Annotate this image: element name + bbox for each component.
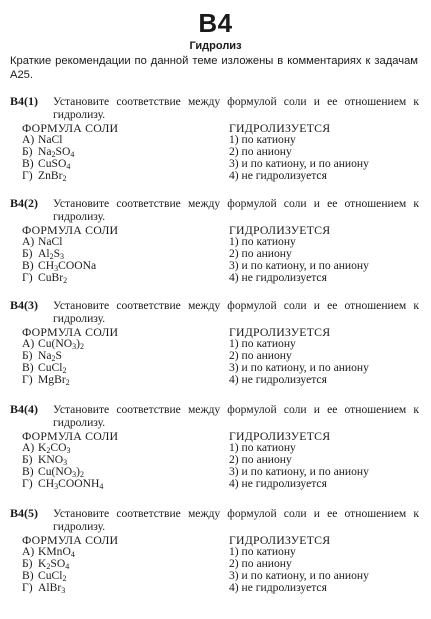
salt-formula bbox=[38, 477, 103, 490]
hydrolysis-option: 2) по аниону bbox=[229, 145, 292, 158]
hydrolysis-column-header: ГИДРОЛИЗУЕТСЯ bbox=[229, 223, 331, 237]
formula-subscript: 3 bbox=[54, 264, 59, 273]
hydrolysis-column bbox=[229, 224, 421, 284]
salt-column bbox=[22, 430, 212, 490]
formula-subscript: 2 bbox=[62, 366, 67, 375]
hydrolysis-option: 4) не гидролизуется bbox=[229, 581, 327, 594]
task-block bbox=[10, 197, 420, 297]
salt-column-header: ФОРМУЛА СОЛИ bbox=[22, 121, 119, 135]
formula-part: Cu(NO bbox=[38, 465, 73, 478]
salt-label: Г) bbox=[22, 477, 33, 490]
task-block bbox=[10, 507, 420, 607]
hydrolysis-column bbox=[229, 430, 421, 490]
task-number: B4(4) bbox=[10, 402, 38, 416]
formula-part: COONa bbox=[58, 259, 97, 272]
salt-formula bbox=[38, 581, 65, 594]
task-block bbox=[10, 299, 420, 399]
salt-label: А) bbox=[22, 235, 35, 248]
formula-part: AlBr bbox=[38, 581, 62, 594]
hydrolysis-column-header: ГИДРОЛИЗУЕТСЯ bbox=[229, 429, 331, 443]
formula-part: ) bbox=[76, 465, 81, 478]
task-number: B4(5) bbox=[10, 506, 38, 520]
salt-label: Б) bbox=[22, 557, 33, 570]
hydrolysis-option: 1) по катиону bbox=[229, 337, 296, 350]
salt-column bbox=[22, 224, 212, 284]
salt-item bbox=[22, 374, 212, 386]
salt-label: В) bbox=[22, 259, 34, 272]
formula-part: Cu(NO bbox=[38, 337, 73, 350]
salt-label: Б) bbox=[22, 349, 33, 362]
formula-subscript: 4 bbox=[66, 162, 71, 171]
formula-part: CuBr bbox=[38, 271, 64, 284]
formula-subscript: 3 bbox=[61, 586, 66, 595]
salt-label: Г) bbox=[22, 373, 33, 386]
formula-subscript: 3 bbox=[72, 470, 77, 479]
formula-part: CuSO bbox=[38, 157, 67, 170]
formula-part: ) bbox=[76, 337, 81, 350]
salt-label: А) bbox=[22, 545, 35, 558]
salt-item bbox=[22, 272, 212, 284]
salt-label: В) bbox=[22, 569, 34, 582]
salt-label: В) bbox=[22, 361, 34, 374]
salt-formula bbox=[38, 271, 67, 284]
hydrolysis-column bbox=[229, 534, 421, 594]
formula-part: KNO bbox=[38, 453, 64, 466]
task-question: Установите соответствие между формулой соли и ее отношением к гидролизу. bbox=[53, 197, 419, 223]
formula-part: SO bbox=[55, 145, 71, 158]
salt-column-header: ФОРМУЛА СОЛИ bbox=[22, 325, 119, 339]
formula-subscript: 3 bbox=[66, 446, 71, 455]
page-subtitle: Гидролиз bbox=[189, 40, 242, 52]
hydrolysis-option: 4) не гидролизуется bbox=[229, 477, 327, 490]
formula-part: Na bbox=[38, 349, 52, 362]
formula-part: CuCl bbox=[38, 569, 63, 582]
formula-part: S bbox=[53, 247, 61, 260]
salt-label: Б) bbox=[22, 145, 33, 158]
formula-subscript: 4 bbox=[70, 550, 75, 559]
formula-part: CuCl bbox=[38, 361, 63, 374]
task-question: Установите соответствие между формулой соли и ее отношением к гидролизу. bbox=[53, 95, 419, 121]
salt-column-header: ФОРМУЛА СОЛИ bbox=[22, 533, 119, 547]
formula-part: CH bbox=[38, 259, 55, 272]
salt-column bbox=[22, 534, 212, 594]
formula-subscript: 3 bbox=[60, 252, 65, 261]
task-number: B4(2) bbox=[10, 196, 38, 210]
hydrolysis-option: 3) и по катиону, и по аниону bbox=[229, 465, 369, 478]
formula-subscript: 3 bbox=[72, 342, 77, 351]
salt-label: Г) bbox=[22, 271, 33, 284]
hydrolysis-option: 3) и по катиону, и по аниону bbox=[229, 157, 369, 170]
formula-part: COONH bbox=[58, 477, 100, 490]
formula-subscript: 4 bbox=[99, 482, 104, 491]
intro-text: Краткие рекомендации по данной теме изложены в комментариях к задачам А25. bbox=[10, 55, 418, 81]
salt-formula bbox=[38, 373, 70, 386]
formula-subscript: 2 bbox=[49, 252, 54, 261]
salt-formula bbox=[38, 169, 66, 182]
formula-part: K bbox=[38, 557, 47, 570]
task-question: Установите соответствие между формулой соли и ее отношением к гидролизу. bbox=[53, 507, 419, 533]
salt-item bbox=[22, 478, 212, 490]
task-number: B4(1) bbox=[10, 94, 38, 108]
hydrolysis-column bbox=[229, 122, 421, 182]
formula-part: KMnO bbox=[38, 545, 71, 558]
formula-subscript: 2 bbox=[46, 446, 51, 455]
salt-item bbox=[22, 170, 212, 182]
hydrolysis-option: 1) по катиону bbox=[229, 545, 296, 558]
hydrolysis-option: 3) и по катиону, и по аниону bbox=[229, 361, 369, 374]
formula-subscript: 4 bbox=[65, 562, 70, 571]
formula-part: ZnBr bbox=[38, 169, 63, 182]
salt-label: Б) bbox=[22, 453, 33, 466]
task-block bbox=[10, 403, 420, 503]
salt-label: Г) bbox=[22, 169, 33, 182]
hydrolysis-option: 4) не гидролизуется bbox=[229, 169, 327, 182]
task-number: B4(3) bbox=[10, 298, 38, 312]
formula-part: CH bbox=[38, 477, 55, 490]
formula-subscript: 2 bbox=[80, 470, 85, 479]
hydrolysis-option: 4) не гидролизуется bbox=[229, 373, 327, 386]
hydrolysis-option: 3) и по катиону, и по аниону bbox=[229, 569, 369, 582]
formula-part: CO bbox=[50, 441, 67, 454]
formula-subscript: 3 bbox=[54, 482, 59, 491]
salt-column bbox=[22, 326, 212, 386]
hydrolysis-option: 1) по катиону bbox=[229, 441, 296, 454]
hydrolysis-option: 1) по катиону bbox=[229, 133, 296, 146]
salt-column bbox=[22, 122, 212, 182]
hydrolysis-column bbox=[229, 326, 421, 386]
formula-subscript: 2 bbox=[62, 174, 67, 183]
salt-label: Г) bbox=[22, 581, 33, 594]
formula-part: Na bbox=[38, 145, 52, 158]
formula-part: K bbox=[38, 441, 47, 454]
formula-part: NaCl bbox=[38, 133, 63, 146]
hydrolysis-option: 2) по аниону bbox=[229, 247, 292, 260]
salt-column-header: ФОРМУЛА СОЛИ bbox=[22, 429, 119, 443]
salt-column-header: ФОРМУЛА СОЛИ bbox=[22, 223, 119, 237]
formula-subscript: 2 bbox=[63, 276, 68, 285]
hydrolysis-option: 2) по аниону bbox=[229, 557, 292, 570]
task-question: Установите соответствие между формулой соли и ее отношением к гидролизу. bbox=[53, 299, 419, 325]
formula-subscript: 2 bbox=[65, 378, 70, 387]
salt-label: Б) bbox=[22, 247, 33, 260]
hydrolysis-column-header: ГИДРОЛИЗУЕТСЯ bbox=[229, 325, 331, 339]
formula-part: S bbox=[55, 349, 62, 362]
formula-subscript: 2 bbox=[46, 562, 51, 571]
hydrolysis-option: 1) по катиону bbox=[229, 235, 296, 248]
formula-part: SO bbox=[50, 557, 66, 570]
salt-label: В) bbox=[22, 157, 34, 170]
hydrolysis-column-header: ГИДРОЛИЗУЕТСЯ bbox=[229, 533, 331, 547]
task-block bbox=[10, 95, 420, 195]
formula-part: MgBr bbox=[38, 373, 66, 386]
formula-subscript: 2 bbox=[62, 574, 67, 583]
formula-subscript: 4 bbox=[70, 150, 75, 159]
hydrolysis-option: 2) по аниону bbox=[229, 349, 292, 362]
hydrolysis-option: 2) по аниону bbox=[229, 453, 292, 466]
salt-label: А) bbox=[22, 133, 35, 146]
salt-item bbox=[22, 582, 212, 594]
task-question: Установите соответствие между формулой соли и ее отношением к гидролизу. bbox=[53, 403, 419, 429]
salt-label: А) bbox=[22, 337, 35, 350]
formula-subscript: 2 bbox=[51, 150, 56, 159]
salt-label: А) bbox=[22, 441, 35, 454]
hydrolysis-option: 3) и по катиону, и по аниону bbox=[229, 259, 369, 272]
formula-part: Al bbox=[38, 247, 50, 260]
formula-part: NaCl bbox=[38, 235, 63, 248]
formula-subscript: 3 bbox=[63, 458, 68, 467]
formula-subscript: 2 bbox=[51, 354, 56, 363]
hydrolysis-column-header: ГИДРОЛИЗУЕТСЯ bbox=[229, 121, 331, 135]
formula-subscript: 2 bbox=[80, 342, 85, 351]
salt-label: В) bbox=[22, 465, 34, 478]
page-title: B4 bbox=[198, 8, 233, 38]
hydrolysis-option: 4) не гидролизуется bbox=[229, 271, 327, 284]
